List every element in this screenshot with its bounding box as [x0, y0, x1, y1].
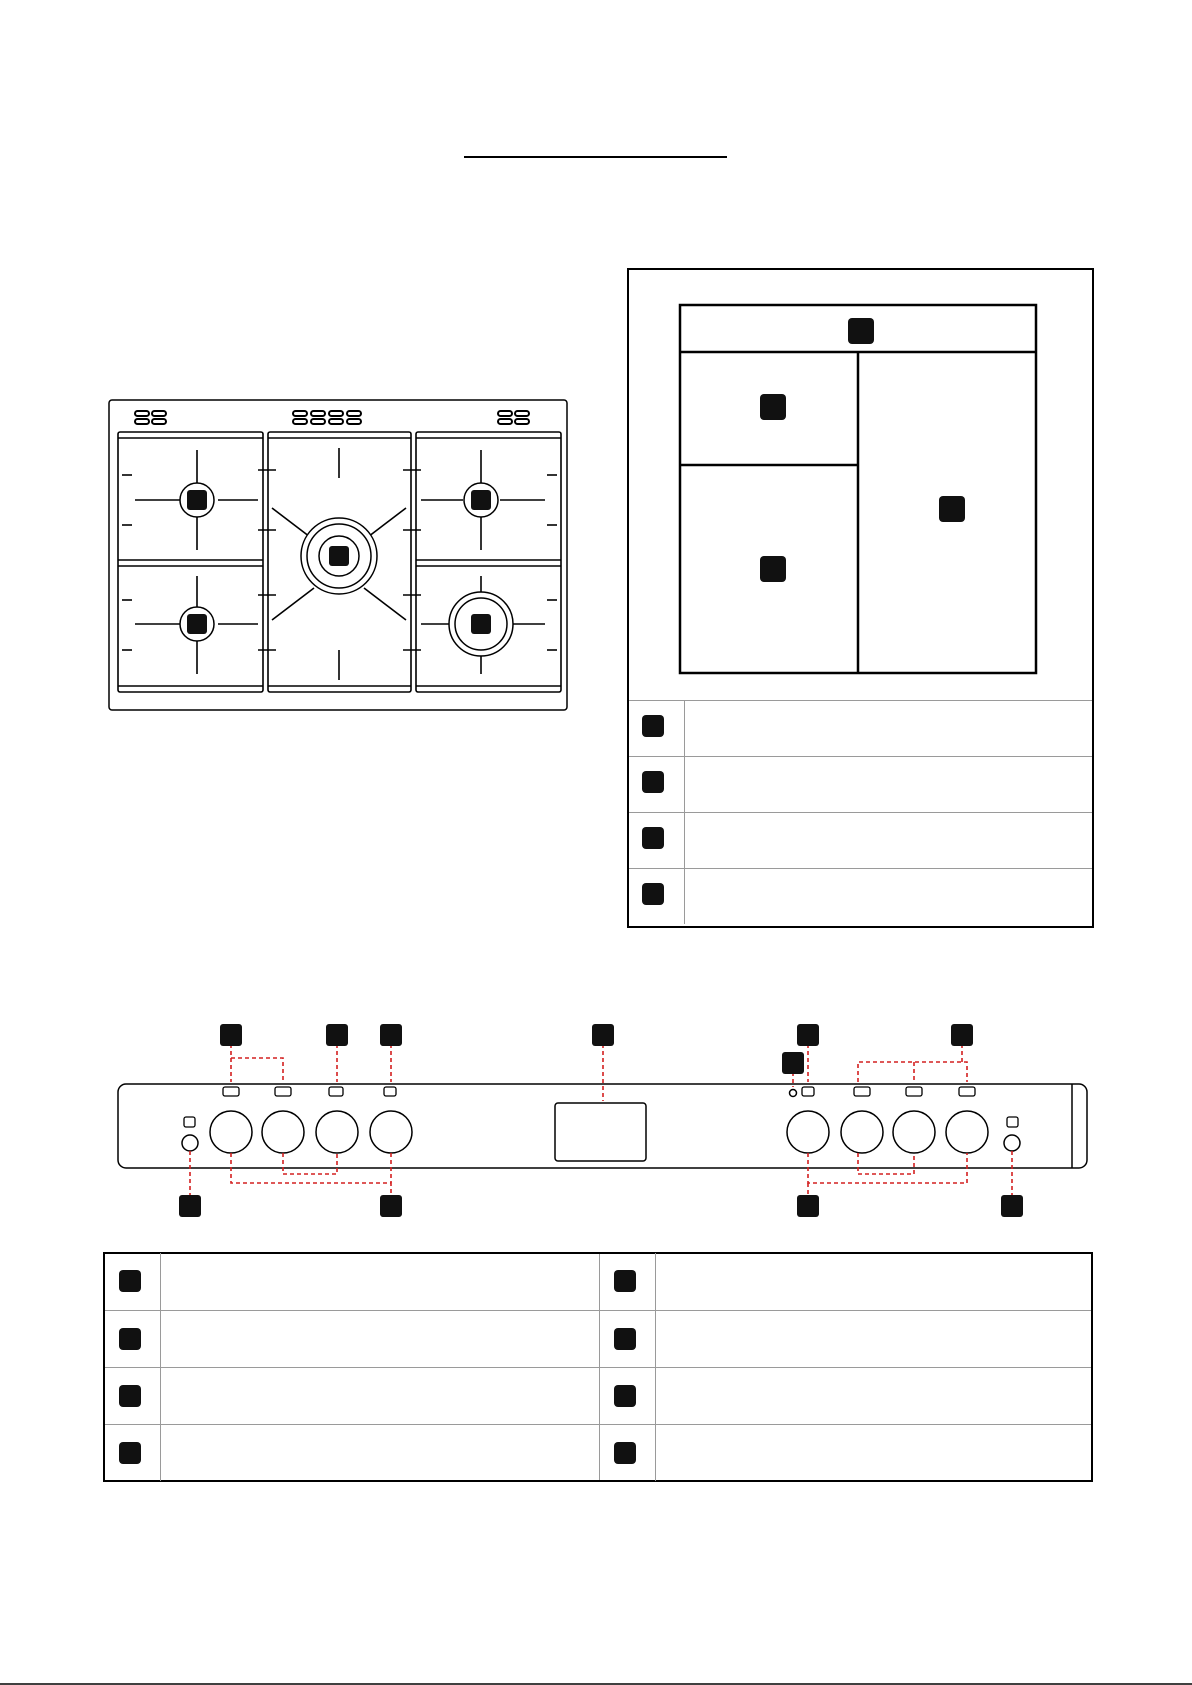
control-key-row — [105, 1367, 599, 1424]
callout-lines — [190, 1044, 1012, 1205]
control-key-badge — [119, 1442, 141, 1464]
burner-icon — [223, 1087, 239, 1096]
knob — [787, 1111, 829, 1153]
left-oven-icon — [384, 1087, 396, 1096]
knob — [262, 1111, 304, 1153]
control-key-badge — [119, 1270, 141, 1292]
hob-key-badge — [642, 883, 664, 905]
control-key-row — [105, 1310, 599, 1367]
control-key-number-cell — [600, 1311, 656, 1367]
burner-icon — [329, 1087, 343, 1096]
control-key-badge — [119, 1385, 141, 1407]
hob-key-number-cell — [629, 757, 685, 812]
control-key-number-cell — [105, 1368, 161, 1424]
control-key-badge — [614, 1270, 636, 1292]
control-key-row — [105, 1424, 599, 1481]
burner-icon — [906, 1087, 922, 1096]
hob-key-badge — [642, 827, 664, 849]
knob — [370, 1111, 412, 1153]
control-key-number-cell — [105, 1425, 161, 1481]
burner-icon — [854, 1087, 870, 1096]
control-key-number-cell — [600, 1425, 656, 1481]
knob — [893, 1111, 935, 1153]
control-key-row — [600, 1253, 1091, 1310]
hob-vents — [135, 411, 529, 424]
hob-key-number-cell — [629, 869, 685, 924]
burner-badges — [187, 490, 491, 634]
timer-button — [182, 1135, 198, 1151]
hob-key-panel — [627, 268, 1094, 928]
knob — [946, 1111, 988, 1153]
control-key-number-cell — [600, 1368, 656, 1424]
control-key-badge — [614, 1442, 636, 1464]
control-key-row — [600, 1310, 1091, 1367]
control-key-row — [600, 1367, 1091, 1424]
burner-icon — [275, 1087, 291, 1096]
control-key-badge — [614, 1385, 636, 1407]
display-window — [555, 1103, 646, 1161]
control-key-row — [600, 1424, 1091, 1481]
control-key-number-cell — [105, 1311, 161, 1367]
indicator-light — [790, 1090, 797, 1097]
hob-key-badge — [642, 771, 664, 793]
timer-icon — [184, 1117, 195, 1127]
hob-key-row — [629, 812, 1092, 868]
hob-key-badge — [642, 715, 664, 737]
light-icon — [1007, 1117, 1018, 1127]
control-key-number-cell — [105, 1253, 161, 1310]
control-key-badge — [119, 1328, 141, 1350]
light-button — [1004, 1135, 1020, 1151]
control-key-badge — [614, 1328, 636, 1350]
knob — [316, 1111, 358, 1153]
burner-icon — [959, 1087, 975, 1096]
control-key-number-cell — [600, 1253, 656, 1310]
right-oven-icon — [802, 1087, 814, 1096]
hob-key-row — [629, 756, 1092, 812]
knob — [841, 1111, 883, 1153]
control-panel-key — [103, 1252, 1093, 1482]
hob-key-row — [629, 700, 1092, 756]
burners — [180, 483, 513, 656]
hob-key-number-cell — [629, 701, 685, 756]
control-key-row — [105, 1253, 599, 1310]
knob — [210, 1111, 252, 1153]
hob-key-number-cell — [629, 813, 685, 868]
knob-symbols — [184, 1087, 1018, 1127]
hob-key-row — [629, 868, 1092, 924]
